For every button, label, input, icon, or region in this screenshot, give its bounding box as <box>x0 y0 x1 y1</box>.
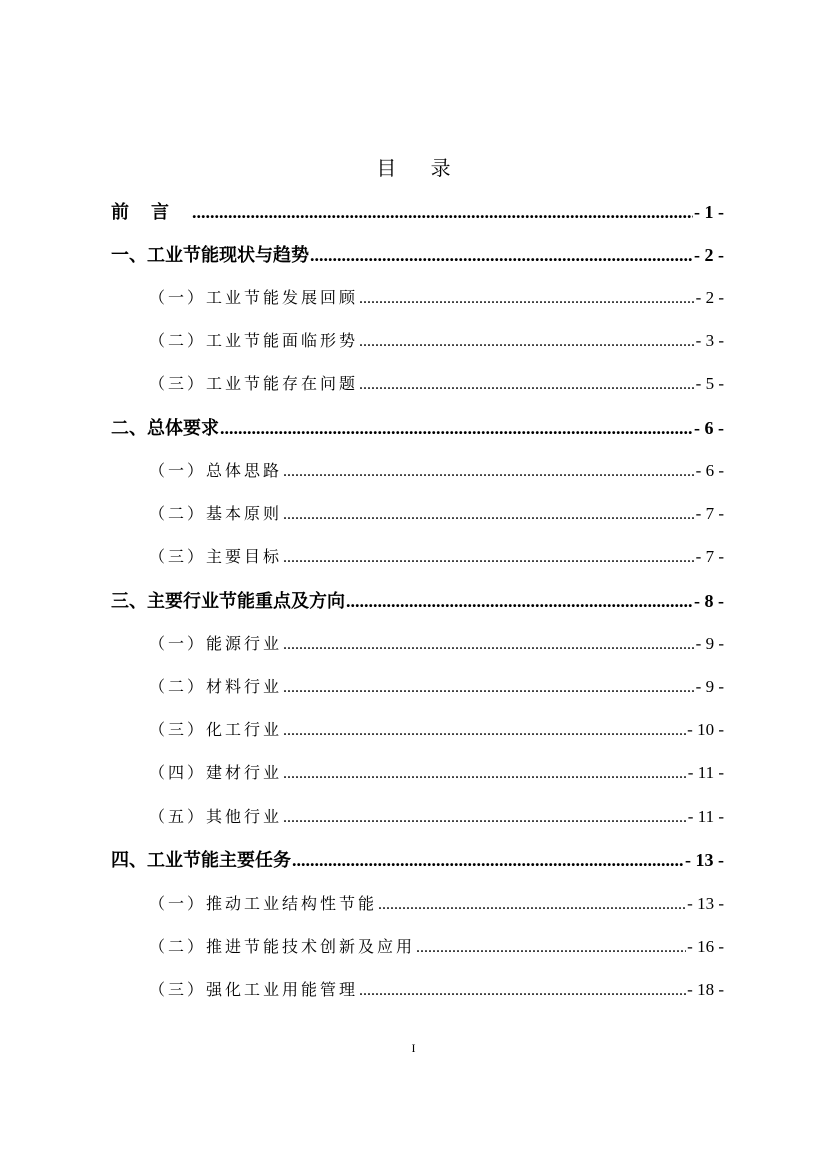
toc-entry-text: （一）工业节能发展回顾 <box>149 288 359 307</box>
toc-entry-page: - 9 - <box>695 634 724 653</box>
toc-dot-leader <box>359 977 686 1005</box>
toc-entry-page: - 13 - <box>687 894 724 913</box>
toc-entry[interactable] <box>111 587 724 615</box>
toc-entry-page: - 16 - <box>687 937 724 956</box>
toc-entry-text: 四、工业节能主要任务 <box>111 850 291 871</box>
toc-title: 目 录 <box>376 156 465 180</box>
toc-entry[interactable] <box>149 284 724 312</box>
toc-entry-text: （一）推动工业结构性节能 <box>149 894 378 913</box>
toc-entry-page: - 7 - <box>695 547 724 566</box>
toc-entry[interactable] <box>149 933 724 961</box>
toc-entry-text: 前言 <box>111 202 191 223</box>
toc-entry-text: （五）其他行业 <box>149 807 283 826</box>
toc-entry[interactable] <box>149 543 724 571</box>
toc-entry-page: - 7 - <box>695 504 724 523</box>
toc-entry-text: （二）基本原则 <box>149 504 283 523</box>
toc-dot-leader <box>220 414 693 442</box>
toc-entry-page: - 10 - <box>687 720 724 739</box>
toc-entry-text: （三）工业节能存在问题 <box>149 374 359 393</box>
toc-entry-page: - 2 - <box>694 245 724 265</box>
toc-dot-leader <box>283 501 695 529</box>
toc-entry[interactable] <box>149 976 724 1004</box>
toc-entry[interactable] <box>149 673 724 701</box>
toc-entry-text: （一）总体思路 <box>149 461 283 480</box>
toc-entry-page: - 6 - <box>695 461 724 480</box>
toc-dot-leader <box>359 371 695 399</box>
toc-dot-leader <box>283 717 686 745</box>
toc-entry-text: （四）建材行业 <box>149 763 283 782</box>
toc-entry-text: 一、工业节能现状与趋势 <box>111 245 309 266</box>
toc-entry-text: （一）能源行业 <box>149 634 283 653</box>
toc-dot-leader <box>192 198 693 226</box>
toc-entry-page: - 11 - <box>687 807 724 826</box>
toc-entry-text: （三）主要目标 <box>149 547 283 566</box>
toc-entry[interactable] <box>149 803 724 831</box>
toc-entry[interactable] <box>111 198 724 226</box>
toc-entry-text: （二）推进节能技术创新及应用 <box>149 937 416 956</box>
toc-dot-leader <box>283 458 695 486</box>
toc-entry[interactable] <box>149 630 724 658</box>
toc-entry[interactable] <box>149 370 724 398</box>
toc-entry[interactable] <box>149 759 724 787</box>
toc-dot-leader <box>283 760 687 788</box>
toc-entry-page: - 11 - <box>687 763 724 782</box>
toc-entry[interactable] <box>149 716 724 744</box>
page-number: I <box>411 1041 416 1055</box>
toc-dot-leader <box>346 587 693 615</box>
toc-entry-page: - 13 - <box>685 850 724 870</box>
toc-dot-leader <box>310 241 693 269</box>
toc-entry-page: - 1 - <box>694 202 724 222</box>
toc-entry[interactable] <box>111 846 724 874</box>
toc-dot-leader <box>283 674 695 702</box>
toc-entry-page: - 6 - <box>694 418 724 438</box>
toc-dot-leader <box>359 328 695 356</box>
toc-entry-text: 二、总体要求 <box>111 418 219 439</box>
toc-entry-text: 三、主要行业节能重点及方向 <box>111 591 345 612</box>
toc-dot-leader <box>416 934 686 962</box>
toc-entry[interactable] <box>149 890 724 918</box>
toc-entry-page: - 8 - <box>694 591 724 611</box>
toc-entry-text: （二）工业节能面临形势 <box>149 331 359 350</box>
toc-dot-leader <box>283 804 687 832</box>
toc-entry[interactable] <box>149 327 724 355</box>
toc-dot-leader <box>283 544 695 572</box>
toc-dot-leader <box>378 891 686 919</box>
toc-entry[interactable] <box>111 414 724 442</box>
toc-entry-text: （二）材料行业 <box>149 677 283 696</box>
toc-entry-text: （三）化工行业 <box>149 720 283 739</box>
toc-dot-leader <box>283 631 695 659</box>
toc-entry-page: - 9 - <box>695 677 724 696</box>
toc-dot-leader <box>292 846 684 874</box>
toc-dot-leader <box>359 285 695 313</box>
toc-entry[interactable] <box>149 457 724 485</box>
toc-entry-page: - 3 - <box>695 331 724 350</box>
toc-entry[interactable] <box>111 241 724 269</box>
toc-entry[interactable] <box>149 500 724 528</box>
toc-entry-page: - 2 - <box>695 288 724 307</box>
toc-entry-text: （三）强化工业用能管理 <box>149 980 359 999</box>
toc-entry-page: - 18 - <box>687 980 724 999</box>
toc-entry-page: - 5 - <box>695 374 724 393</box>
